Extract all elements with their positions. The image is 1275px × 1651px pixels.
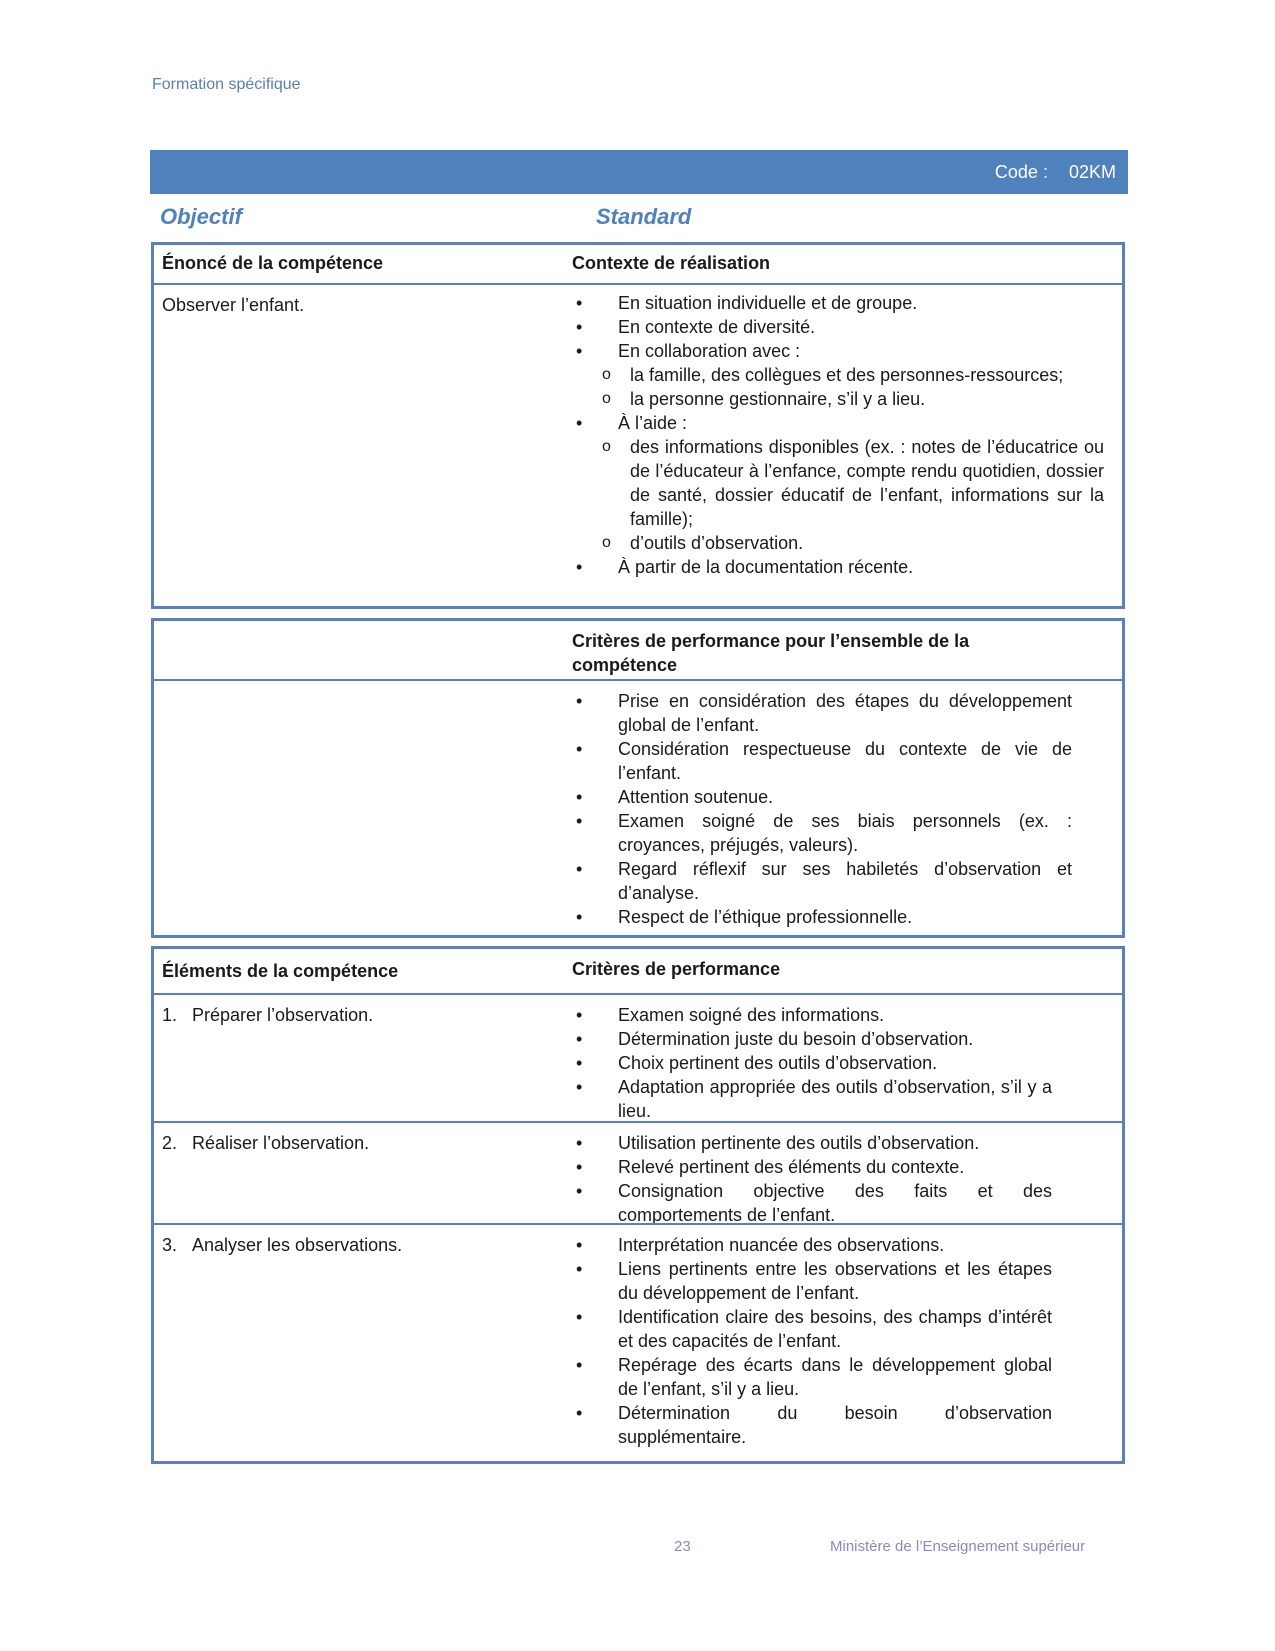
contexte-item: • En collaboration avec : <box>572 339 1104 363</box>
element-criteria-item: • Identification claire des besoins, des champs d’intérêt et des capacités de l’enfant. <box>572 1305 1052 1353</box>
element-number: 1. <box>162 1005 178 1025</box>
element-row <box>154 1121 1122 1223</box>
global-criteria-item: • Regard réflexif sur ses habiletés d’observation et d’analyse. <box>572 857 1072 905</box>
table-header <box>154 621 1122 681</box>
col-header-criteres: Critères de performance <box>572 959 781 979</box>
code-label: Code : <box>994 162 1048 182</box>
contexte-item: • En situation individuelle et de groupe. <box>572 291 1104 315</box>
table-header <box>154 949 1122 995</box>
element-criteria-item: • Utilisation pertinente des outils d’observation. <box>572 1131 1052 1155</box>
running-title: Formation spécifique <box>152 76 301 93</box>
element-criteria-list <box>572 1233 1052 1449</box>
contexte-subitem: o d’outils d’observation. <box>572 531 1104 555</box>
element-label <box>162 1133 369 1154</box>
contexte-item: • À l’aide : <box>572 411 1104 435</box>
standard-heading: Standard <box>596 204 692 229</box>
element-criteria-item: • Détermination du besoin d’observation supplémentaire. <box>572 1401 1052 1449</box>
col-header-elements: Éléments de la compétence <box>162 961 399 981</box>
global-criteria-wrapper <box>572 689 1072 929</box>
element-text: Analyser les observations. <box>192 1235 403 1255</box>
contexte-list <box>572 291 1104 579</box>
contexte-item: • À partir de la documentation récente. <box>572 555 1104 579</box>
element-criteria-item: • Consignation objective des faits et des comportements de l’enfant. <box>572 1179 1052 1227</box>
contexte-list-wrapper <box>572 291 1104 579</box>
element-criteria-item: • Liens pertinents entre les observations et les étapes du développement de l’enfant. <box>572 1257 1052 1305</box>
global-criteria-item: • Respect de l’éthique professionnelle. <box>572 905 1072 929</box>
elements-rows <box>154 995 1122 1445</box>
competence-context-table <box>151 242 1125 609</box>
contexte-subitem: o des informations disponibles (ex. : notes de l’éducatrice ou de l’éducateur à l’enfance, compte rendu quotidien, dossier de santé, dossier éducatif de l’enfant, informations sur la famille); <box>572 435 1104 531</box>
element-criteria-wrapper <box>572 1131 1052 1227</box>
element-criteria-item: • Repérage des écarts dans le développement global de l’enfant, s’il y a lieu. <box>572 1353 1052 1401</box>
competence-statement: Observer l’enfant. <box>162 295 305 315</box>
element-number: 3. <box>162 1235 178 1255</box>
element-number: 2. <box>162 1133 178 1153</box>
table-header <box>154 245 1122 285</box>
contexte-item: • En contexte de diversité. <box>572 315 1104 339</box>
global-criteria-title: Critères de performance pour l’ensemble de la compétence <box>572 631 970 675</box>
element-criteria-item: • Interprétation nuancée des observations. <box>572 1233 1052 1257</box>
element-text: Préparer l’observation. <box>192 1005 374 1025</box>
element-criteria-wrapper <box>572 1233 1052 1449</box>
col-header-contexte: Contexte de réalisation <box>572 253 771 273</box>
element-criteria-item: • Détermination juste du besoin d’observation. <box>572 1027 1052 1051</box>
ministry-name: Ministère de l’Enseignement supérieur <box>830 1538 1086 1555</box>
element-criteria-list <box>572 1003 1052 1123</box>
global-criteria-item: • Prise en considération des étapes du développement global de l’enfant. <box>572 689 1072 737</box>
col-header-enonce: Énoncé de la compétence <box>162 253 384 273</box>
global-criteria-table <box>151 618 1125 938</box>
contexte-subitem: o la famille, des collègues et des personnes-ressources; <box>572 363 1104 387</box>
element-criteria-item: • Relevé pertinent des éléments du contexte. <box>572 1155 1052 1179</box>
element-criteria-item: • Examen soigné des informations. <box>572 1003 1052 1027</box>
objectif-heading: Objectif <box>160 204 242 229</box>
element-criteria-list <box>572 1131 1052 1227</box>
contexte-subitem: o la personne gestionnaire, s’il y a lieu. <box>572 387 1104 411</box>
element-row <box>154 1223 1122 1445</box>
element-criteria-item: • Choix pertinent des outils d’observation. <box>572 1051 1052 1075</box>
code-label-group <box>979 162 1116 183</box>
element-label <box>162 1235 402 1256</box>
contexte-sublist-wrapper <box>572 363 1104 411</box>
element-criteria-wrapper <box>572 1003 1052 1123</box>
contexte-sublist <box>572 363 1104 411</box>
element-criteria-item: • Adaptation appropriée des outils d’observation, s’il y a lieu. <box>572 1075 1052 1123</box>
element-text: Réaliser l’observation. <box>192 1133 370 1153</box>
global-criteria-list <box>572 689 1072 929</box>
global-criteria-item: • Considération respectueuse du contexte de vie de l’enfant. <box>572 737 1072 785</box>
element-label <box>162 1005 373 1026</box>
page-number: 23 <box>674 1538 691 1555</box>
contexte-sublist <box>572 435 1104 555</box>
global-criteria-item: • Examen soigné de ses biais personnels (ex. : croyances, préjugés, valeurs). <box>572 809 1072 857</box>
code-bar <box>150 150 1128 194</box>
global-criteria-item: • Attention soutenue. <box>572 785 1072 809</box>
code-value: 02KM <box>1068 162 1116 182</box>
element-row <box>154 995 1122 1121</box>
elements-criteria-table <box>151 946 1125 1464</box>
contexte-sublist-wrapper <box>572 435 1104 555</box>
